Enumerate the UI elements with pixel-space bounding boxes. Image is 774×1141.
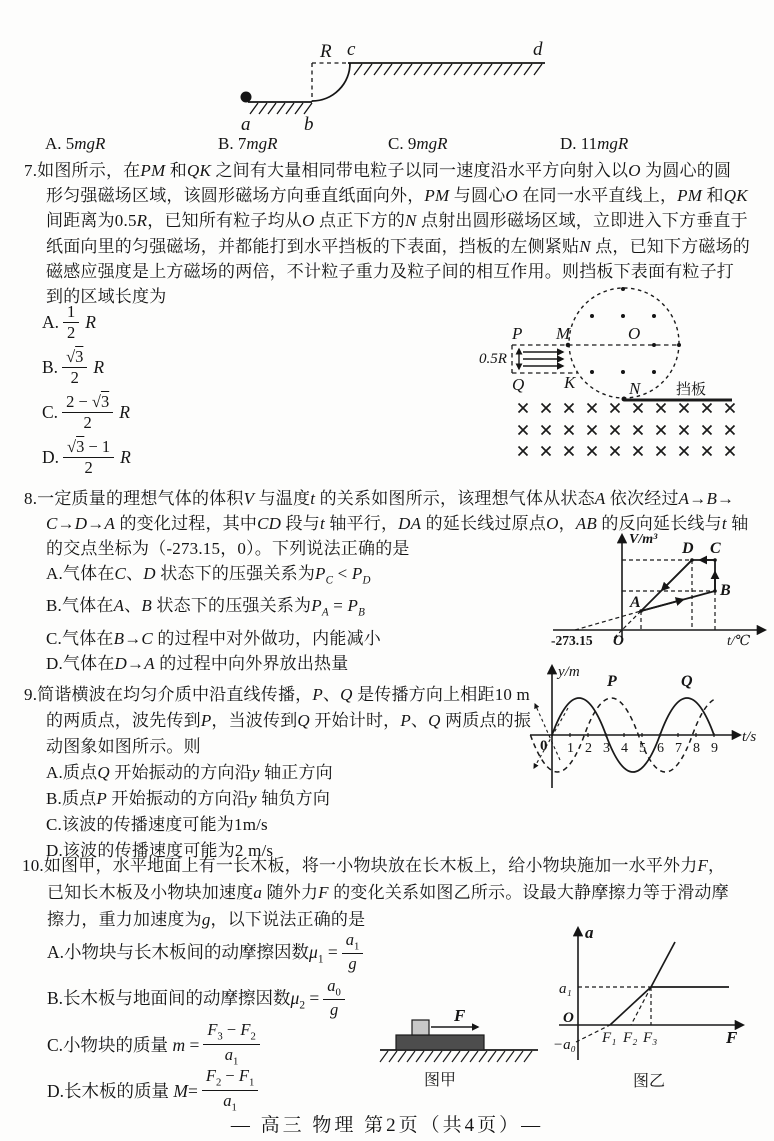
q7-line-5: 磁感应强度是上方磁场的两倍，不计粒子重力及粒子间的相互作用。则挡板下表面有粒子打 [46, 261, 734, 281]
label-a: a [241, 114, 251, 135]
q9-line-2: 的两质点，波先传到P，当波传到Q 开始计时，P、Q 两质点的振 [46, 711, 532, 730]
label-O: O [628, 324, 641, 343]
label-y-axis: y/m [558, 664, 580, 680]
label-t-axis: t/℃ [727, 634, 751, 649]
q10-option-a [47, 929, 367, 975]
q8-line-3: 的交点坐标为（-273.15，0）。下列说法正确的是 [46, 539, 410, 558]
q9-line-3: 动图象如图所示。则 [46, 737, 201, 756]
q7-line-3: 间距离为0.5R，已知所有粒子均从O 点正下方的N 点射出圆形磁场区域，立即进入下方垂直于 [46, 211, 748, 231]
label-F1: F₁ [602, 1030, 617, 1046]
svg-text:2: 2 [585, 741, 592, 756]
fraction-numerator: $F_3 - F_2$ [203, 1020, 259, 1044]
option-label: B. [42, 357, 59, 377]
q10-jia-shapes [380, 1020, 538, 1062]
q6-option-b: B. 7mgR [218, 134, 278, 153]
q9-option-c: C.该波的传播速度可能为1m/s [46, 815, 268, 834]
q9-option-b: B.质点P 开始振动的方向沿y 轴负方向 [46, 789, 331, 808]
label-b: b [304, 114, 314, 135]
label-N: N [629, 379, 641, 398]
q8-line-2: C→D→A 的变化过程，其中CD 段与t 轴平行，DA 的延长线过原点O，AB 的反向延长线与t 轴 [46, 514, 749, 533]
q9-option-a: A.质点Q 开始振动的方向沿y 轴正方向 [46, 763, 333, 782]
fraction-numerator: $F_2 - F_1$ [202, 1066, 258, 1090]
svg-text:4: 4 [621, 741, 628, 756]
label-origin: O [613, 633, 624, 649]
q7-line-4: 纸面向里的匀强磁场，并都能打到水平挡板的下表面，挡板的左侧紧贴N 点，已知下方磁场的 [46, 236, 750, 256]
q7-options [42, 300, 131, 480]
q7-field-figure [478, 283, 774, 463]
q9-text [24, 682, 534, 864]
q8-line-1: 8.一定质量的理想气体的体积V 与温度t 的关系如图所示，该理想气体从状态A 依次经过A→B→ [24, 489, 735, 508]
label-baffle: 挡板 [676, 382, 707, 398]
velocity-arrows [523, 352, 563, 366]
q10-option-b [47, 975, 367, 1021]
origin-direction-arrows [534, 704, 568, 768]
label-C: C [710, 540, 721, 557]
label-M: M [556, 324, 571, 343]
label-Q: Q [512, 375, 525, 394]
q6-option-d: D. 11mgR [560, 134, 629, 153]
svg-text:3: 3 [603, 741, 610, 756]
label-v-axis: V/m³ [629, 532, 658, 547]
fraction-numerator: √3 [62, 347, 87, 368]
label-t-axis: t/s [742, 729, 757, 745]
fraction-denominator: $a_1$ [224, 1044, 239, 1067]
label-intercept: -273.15 [551, 633, 593, 648]
q6-options [0, 134, 774, 158]
q7-option-d [42, 435, 131, 480]
svg-text:8: 8 [693, 741, 700, 756]
q6-track-shapes [241, 63, 546, 114]
field-in-crosses [519, 404, 735, 456]
plank [396, 1035, 484, 1050]
q6-option-a: A. 5mgR [45, 134, 106, 153]
label-a1: a₁ [559, 981, 572, 997]
label-neg-a0: −a₀ [553, 1037, 576, 1053]
label-Q: Q [681, 673, 693, 690]
q8-option-a: A.气体在C、D 状态下的压强关系为$P_C < P_D$ [46, 564, 371, 587]
q10-line-2: 已知长木板及小物块加速度a 随外力F 的变化关系如图乙所示。设最大静摩擦力等于滑动摩 [47, 883, 729, 902]
label-B: B [720, 582, 731, 599]
label-a-axis: a [585, 923, 594, 942]
option-suffix: R [93, 357, 105, 377]
fraction-numerator: 1 [63, 302, 79, 323]
label-P: P [607, 673, 617, 690]
q8-option-d: D.气体在D→A 的过程中向外界放出热量 [46, 653, 349, 673]
label-origin: 0 [540, 738, 548, 754]
q7-line-2: 形匀强磁场区域，该圆形磁场方向垂直纸面向外，PM 与圆心O 在同一水平直线上，PM 和QK [46, 186, 748, 206]
option-prefix: A.小物块与长木板间的动摩擦因数$\mu_1$ = [47, 941, 338, 966]
q7-option-c [42, 390, 131, 435]
block [412, 1020, 429, 1035]
svg-text:7: 7 [675, 741, 682, 756]
q10-option-c [47, 1021, 367, 1067]
caption-jia: 图甲 [424, 1072, 457, 1089]
q9-wave-figure [528, 660, 774, 795]
svg-text:1: 1 [567, 741, 574, 756]
q10-option-d [47, 1067, 367, 1113]
fraction-numerator: $a_0$ [323, 976, 345, 1000]
q7-line-6: 到的区域长度为 [46, 287, 167, 307]
label-F-axis: F [726, 1028, 738, 1047]
label-D: D [682, 540, 694, 557]
q9-line-1: 9.简谐横波在均匀介质中沿直线传播，P、Q 是传播方向上相距10 m [24, 685, 530, 704]
option-label: D. [42, 447, 60, 467]
q7-line-1: 7.如图所示，在PM 和QK 之间有大量相同带电粒子以同一速度沿水平方向射入以O 为圆心的圆 [24, 161, 732, 180]
fraction-numerator: √3 − 1 [63, 437, 114, 458]
q10-line-3: 擦力，重力加速度为g，以下说法正确的是 [47, 910, 366, 929]
fraction-numerator: $a_1$ [342, 930, 364, 954]
q8-option-b: B.气体在A、B 状态下的压强关系为$P_A = P_B$ [46, 596, 366, 619]
q8-vt-shapes [553, 535, 765, 639]
label-F2: F₂ [623, 1030, 638, 1046]
label-gap: 0.5R [479, 351, 507, 367]
field-circle [569, 288, 679, 398]
option-prefix: B.长木板与地面间的动摩擦因数$\mu_2$ = [47, 987, 320, 1012]
label-F3: F₃ [643, 1030, 658, 1046]
q10-line-1: 10.如图甲，水平地面上有一长木板，将一小物块放在长木板上，给小物块施加一水平外力F， [22, 856, 726, 875]
q10-options [47, 929, 367, 1113]
label-K: K [564, 373, 576, 392]
q9-wave-shapes [530, 666, 740, 788]
option-suffix: R [120, 447, 131, 467]
page-footer: — 高三 物理 第2页（共4页）— [230, 1115, 544, 1136]
label-c: c [347, 39, 356, 60]
tick-labels [567, 741, 718, 756]
combined-accel-line [610, 987, 651, 1025]
q6-option-c: C. 9mgR [388, 134, 448, 153]
option-label: A. [42, 312, 60, 332]
q6-track-figure [140, 30, 580, 135]
label-d: d [533, 39, 543, 60]
label-F: F [454, 1006, 466, 1025]
ball [241, 92, 252, 103]
q7-field-shapes [512, 287, 735, 456]
label-A: A [630, 594, 641, 611]
q9-option-d: D.该波的传播速度可能为2 m/s [46, 841, 274, 860]
fraction-denominator: 2 [84, 458, 93, 477]
q8-option-c: C.气体在B→C 的过程中对外做功，内能减小 [46, 628, 381, 648]
q7-option-b [42, 345, 131, 390]
fraction-denominator: 2 [67, 323, 76, 342]
option-prefix: D.长木板的质量 M= [47, 1080, 198, 1101]
label-R: R [320, 41, 332, 62]
fraction-numerator: 2 − √3 [62, 392, 113, 413]
label-P: P [512, 324, 523, 343]
option-suffix: R [119, 402, 130, 422]
fraction-denominator: 2 [70, 368, 79, 387]
caption-yi: 图乙 [633, 1073, 666, 1090]
q10-fig-jia [378, 925, 546, 1097]
q8-vt-figure [545, 527, 774, 657]
fraction-denominator: $a_1$ [223, 1090, 237, 1113]
label-origin: O [563, 1010, 574, 1026]
svg-text:9: 9 [711, 741, 718, 756]
option-label: C. [42, 402, 59, 422]
fraction-denominator: 2 [83, 413, 92, 432]
svg-text:5: 5 [639, 741, 646, 756]
option-suffix: R [85, 312, 96, 332]
svg-text:6: 6 [657, 741, 664, 756]
fraction-denominator: g [329, 1000, 339, 1020]
option-prefix: C.小物块的质量 m = [47, 1034, 200, 1055]
fraction-denominator: g [348, 954, 357, 974]
q7-option-a [42, 300, 131, 345]
q10-fig-yi [553, 920, 774, 1095]
block-accel-line [651, 942, 675, 987]
